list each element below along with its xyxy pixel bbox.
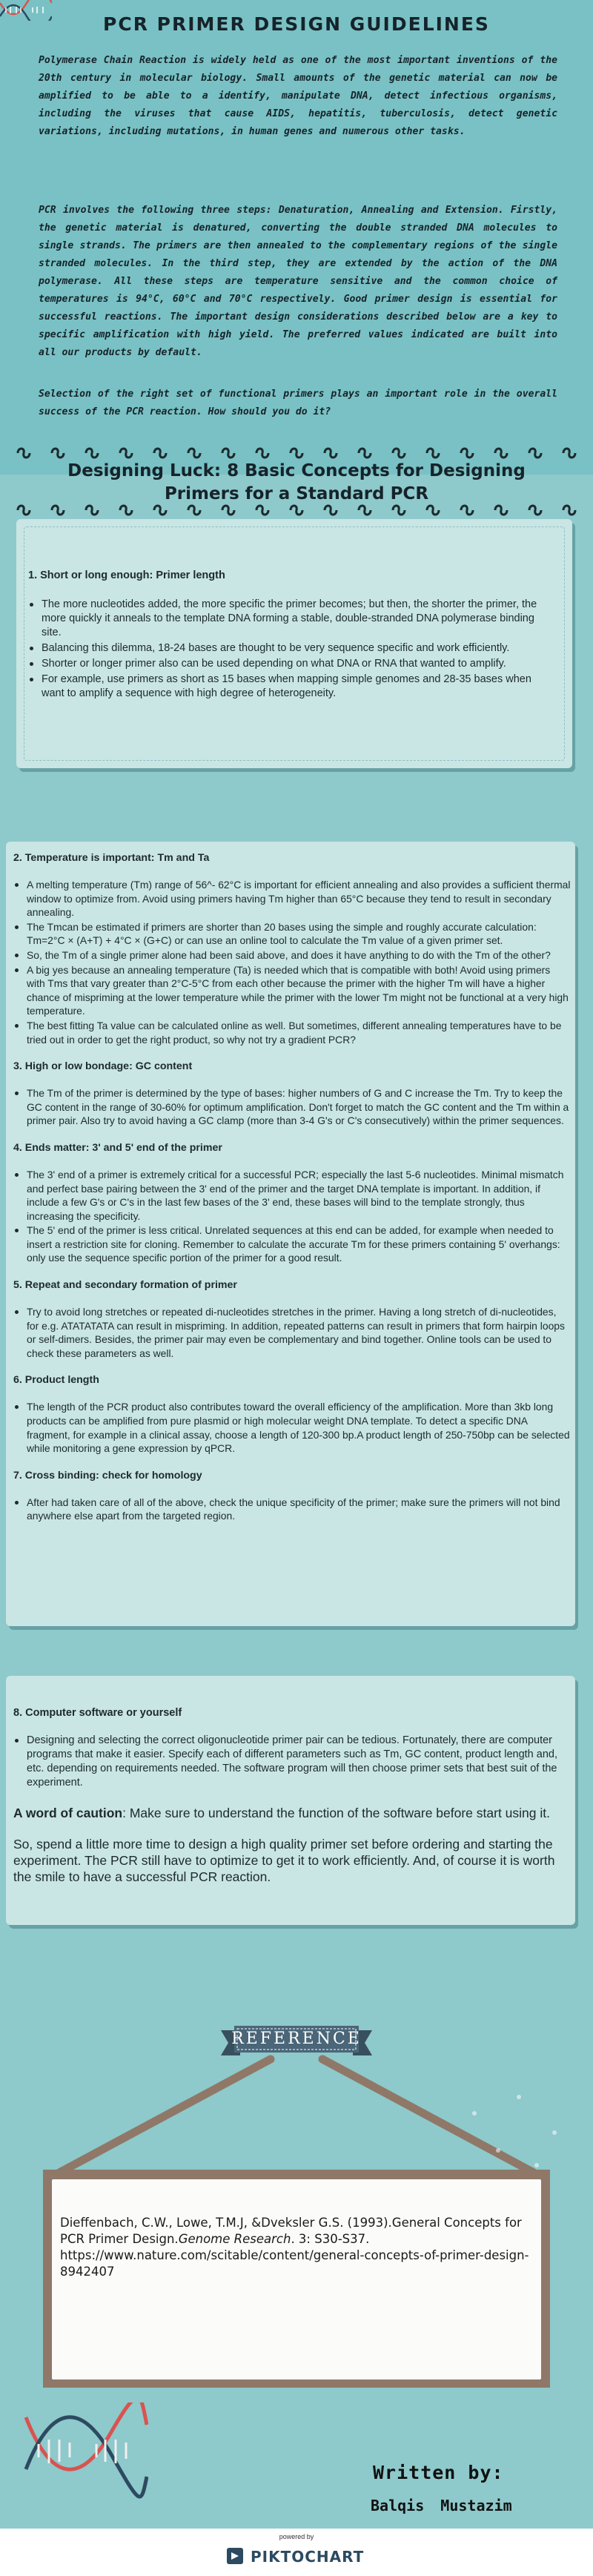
written-by-label: Written by: [373,2462,504,2483]
bullet-list [13,1086,571,1128]
page-title: PCR PRIMER DESIGN GUIDELINES [103,13,490,35]
list-item: The best fitting Ta value can be calculated online as well. But sometimes, different annealing temperatures have to be tried out in order to get the right product, so why not try a gradient PCR? [13,1019,571,1046]
card-content [13,1707,568,1885]
card-heading: 8. Computer software or yourself [13,1707,182,1719]
reference-ribbon-label: REFERENCE [231,2030,362,2048]
list-item: Shorter or longer primer also can be used depending on what DNA or RNA that wanted to amplify. [28,657,554,671]
concept-card-2-7 [6,842,575,1626]
bullet-list [13,1168,571,1265]
caution-note [13,1805,568,1821]
section-title: Designing Luck: 8 Basic Concepts for Designing Primers for a Standard PCR [67,461,526,503]
knot-icon [188,449,200,458]
intro-paragraph-3: Selection of the right set of functional primers plays an important role in the overall success of the PCR reaction. How should you do it? [39,389,557,417]
closing-paragraph: So, spend a little more time to design a high quality primer set before ordering and starting the experiment. The PCR still have to optimize to get it to work efficiently. And, of course it is worth the smile to have a successful PCR reaction. [13,1837,555,1884]
knot-icon [86,449,98,458]
knot-icon [18,449,30,458]
card-heading: 1. Short or long enough: Primer length [28,569,225,581]
citation-url[interactable]: https://www.nature.com/scitable/content/general-concepts-of-primer-design-8942407 [60,2248,529,2279]
concept-card-1 [16,519,572,768]
knot-icon [427,506,439,515]
list-item: So, the Tm of a single primer alone had been said above, and does it have anything to do with the Tm of the other? [13,948,571,962]
intro-paragraph-2: PCR involves the following three steps: Denaturation, Annealing and Extension. Firstly, the genetic material is denatured, converting the double stranded DNA molecules to single strands. The primers are then annealed to the complementary regions of the single stranded molecules. In the third step, they are extended by the action of the DNA polymerase. All these steps are temperature sensitive and the common choice of temperatures is 94°C, 60°C and 70°C respectively. Good primer design is essential for successful reactions. The important design considerations described below are a key to specific amplification with high yield. The preferred values indicated are built into all our products by default. [39,205,557,358]
knot-icon [325,506,337,515]
knot-icon [52,506,64,515]
list-item: Balancing this dilemma, 18-24 bases are thought to be very sequence specific and work efficiently. [28,641,554,655]
card-heading: 7. Cross binding: check for homology [13,1469,202,1482]
list-item: The length of the PCR product also contributes toward the overall efficiency of the amplification. More than 3kb long products can be amplified from pure plasmid or high molecular weight DNA template. To detect a specific DNA fragment, for example in a clinical assay, choose a length of 120-300 bp.A product length of 250-750bp can be selected while monitoring a gene expression by qPCR. [13,1400,571,1455]
piktochart-brand[interactable]: PIKTOCHART [251,2548,365,2566]
list-item: After had taken care of all of the above, check the unique specificity of the primer; make sure the primers will not bind anywhere else apart from the targeted region. [13,1496,571,1523]
card-heading: 4. Ends matter: 3' and 5' end of the primer [13,1141,222,1154]
citation-tail: . 3: S30-S37. [291,2232,370,2246]
reference-citation [60,2215,534,2280]
list-item: The 5' end of the primer is less critical. Unrelated sequences at this end can be added, for example when needed to insert a restriction site for cloning. Remember to calculate the accurate Tm for these primers containing 5' overhangs: only use the sequence specific portion of the primer for a good result. [13,1223,571,1265]
knot-icon [291,449,302,458]
knot-icon [120,506,132,515]
molecule-decoration [472,2095,557,2167]
bullet-list [13,1400,571,1455]
knot-icon [529,506,541,515]
bullet-list [28,598,554,701]
list-item: For example, use primers as short as 15 bases when mapping simple genomes and 28-35 bases when want to amplify a sequence with high degree of heterogeneity. [28,673,554,701]
knot-icon [529,449,541,458]
citation-journal: Genome Research [178,2232,291,2246]
list-item: Designing and selecting the correct oligonucleotide primer pair can be tedious. Fortunately, there are computer programs that make it easier. Specify each of different parameters such as Tm, GC content, product length and, etc. depending on requirements needed. The software program will then choose primer sets that best suit of the experiment. [13,1734,568,1790]
card-content [13,852,571,1524]
knot-icon [154,506,166,515]
knot-icon [18,506,30,515]
citation-authors: Dieffenbach, C.W., Lowe, T.M.J, &Dveksler G.S. (1993).General Concepts for PCR Primer Design. [60,2216,522,2246]
list-item: Try to avoid long stretches or repeated di-nucleotides stretches in the primer. Having a long stretch of di-nucleotides, for e.g. ATATATATA can result in mispriming. In addition, repeated patterns can result in primers that form hairpin loops or self-dimers. Besides, the primer pair may even be complementary and bind together. Online tools can be used to check these parameters as well. [13,1305,571,1360]
knot-icon [563,506,575,515]
intro-paragraph-1: Polymerase Chain Reaction is widely held as one of the most important inventions of the 20th century in molecular biology. Small amounts of the genetic material can now be amplified to be able to a identify, manipulate DNA, detect infectious organisms, including the viruses that cause AIDS, hepatitis, tuberculosis, detect genetic variations, including mutations, in human genes and numerous other tasks. [39,55,557,137]
list-item: The Tmcan be estimated if primers are shorter than 20 bases using the simple and roughly accurate calculation: Tm=2°C × (A+T) + 4°C × (G+C) or can use an online tool to calculate the Tm value of a given primer set. [13,920,571,948]
knot-icon [256,506,268,515]
powered-by-label: powered by [279,2533,314,2540]
knot-icon [154,449,166,458]
bullet-list [13,1734,568,1790]
list-item: The 3' end of a primer is extremely critical for a successful PCR; especially the last 5-6 nucleotides. Minimal mismatch and perfect base pairing between the 3' end of the primer and the target DNA template is important. In addition, if include a few G's or C's in the last few bases of the 3' end, these bases will bind to the template strongly, thus increasing the specificity. [13,1168,571,1223]
knot-icon [188,506,200,515]
knot-icon [291,506,302,515]
card-heading: 3. High or low bondage: GC content [13,1060,193,1073]
knot-icon [256,449,268,458]
concept-card-8 [6,1676,575,1925]
knot-icon [86,506,98,515]
bullet-list [13,1305,571,1360]
knot-icon [495,506,507,515]
list-item: A big yes because an annealing temperature (Ta) is needed which that is compatible with both! Avoid using primers with Tms that vary greater than 2°C-5°C from each other because the primer with the higher Tm will have a higher chance of mispriming at the lower temperature while the primer with the lower Tm might not be functional at a very high temperature. [13,963,571,1018]
knot-icon [563,449,575,458]
dna-helix-icon [22,2402,148,2529]
knot-divider-icon [16,446,577,460]
knot-icon [325,449,337,458]
list-item: A melting temperature (Tm) range of 56^- 62°C is important for efficient annealing and also provides a sufficient thermal window to optimize from. Avoid using primers having Tm higher than 65°C because they tend to result in secondary annealing. [13,878,571,919]
knot-icon [120,449,132,458]
list-item: The Tm of the primer is determined by the type of bases: higher numbers of G and C increase the Tm. Try to keep the GC content in the range of 30-60% for optimum amplification. Don't forget to match the GC content and the Tm within a primer pair. Also try to avoid having a GC clamp (more than 3-4 G's or C's consecutively) within the primer sequences. [13,1086,571,1128]
knot-icon [393,449,405,458]
card-heading: 2. Temperature is important: Tm and Ta [13,852,210,864]
knot-icon [461,506,473,515]
knot-icon [222,449,234,458]
knot-divider-icon [16,503,577,518]
knot-icon [359,449,371,458]
knot-icon [461,449,473,458]
card-heading: 5. Repeat and secondary formation of primer [13,1279,237,1292]
caution-label: A word of caution [13,1806,123,1820]
card-content [28,569,554,702]
bullet-list [13,1496,571,1523]
bullet-list [13,878,571,1046]
author-name: Balqis Mustazim [371,2497,512,2514]
card-heading: 6. Product length [13,1374,99,1387]
knot-icon [359,506,371,515]
knot-icon [393,506,405,515]
knot-icon [52,449,64,458]
knot-icon [427,449,439,458]
list-item: The more nucleotides added, the more specific the primer becomes; but then, the shorter the primer, the more quickly it anneals to the template DNA forming a stable, double-stranded DNA polymerase binding site. [28,598,554,640]
knot-icon [222,506,234,515]
knot-icon [495,449,507,458]
caution-text: : Make sure to understand the function of the software before start using it. [122,1806,550,1820]
